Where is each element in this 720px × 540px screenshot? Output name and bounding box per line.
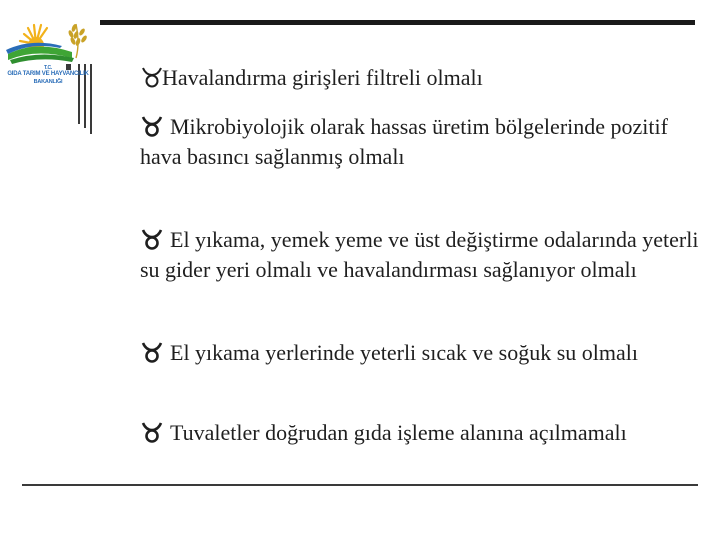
bullet-text: El yıkama, yemek yeme ve üst değiştirme odalarında yeterli su gider yeri olmalı ve havalandırması sağlanıyor olmalı (140, 227, 699, 282)
top-rule (100, 20, 695, 25)
logo-ministry-name: GIDA TARIM VE HAYVANCILIK (7, 71, 89, 77)
sun-field-icon (2, 14, 94, 66)
list-item (140, 112, 700, 171)
ministry-logo (2, 14, 94, 94)
logo-ministry-suffix: BAKANLIĞI (33, 79, 63, 85)
bullet-text: Mikrobiyolojik olarak hassas üretim bölgelerinde pozitif hava basıncı sağlanmış olmalı (140, 114, 668, 169)
taurus-symbol-icon (140, 341, 164, 363)
bullet-text: El yıkama yerlerinde yeterli sıcak ve soğuk su olmalı (170, 340, 638, 365)
taurus-symbol-icon (140, 66, 164, 88)
taurus-symbol-icon (140, 115, 164, 137)
bottom-rule (22, 484, 698, 486)
list-item (140, 225, 700, 284)
list-item (140, 63, 700, 93)
logo-tc-text: T.C. (43, 65, 53, 71)
list-item (140, 338, 700, 368)
taurus-symbol-icon (140, 421, 164, 443)
bullet-text: Havalandırma girişleri filtreli olmalı (162, 65, 483, 90)
list-item (140, 418, 700, 448)
bullet-text: Tuvaletler doğrudan gıda işleme alanına açılmamalı (170, 420, 627, 445)
taurus-symbol-icon (140, 228, 164, 250)
